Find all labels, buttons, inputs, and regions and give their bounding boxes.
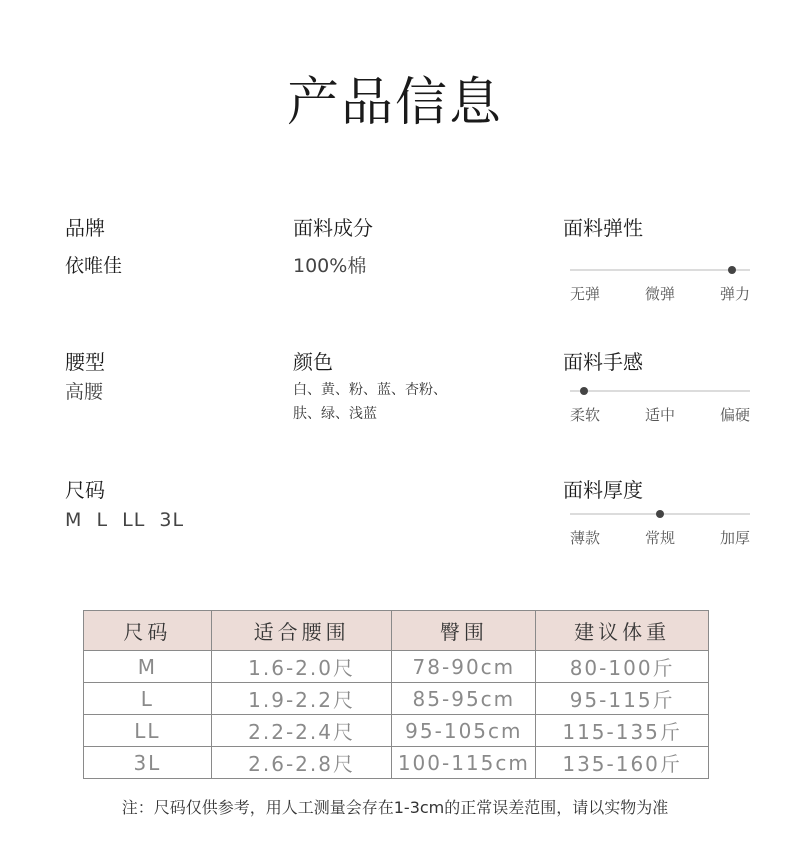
table-row xyxy=(84,715,709,747)
scale-tick: 常规 xyxy=(644,529,675,547)
elasticity-block xyxy=(563,216,643,240)
header-hip: 臀围 xyxy=(392,611,536,651)
scale-tick: 偏硬 xyxy=(719,406,750,424)
cell-weight: 95-115斤 xyxy=(536,683,709,715)
cell-size: M xyxy=(84,651,212,683)
scale-marker xyxy=(580,387,588,395)
cell-weight: 80-100斤 xyxy=(536,651,709,683)
colors-line-2: 肤、绿、浅蓝 xyxy=(293,406,377,422)
cell-weight: 135-160斤 xyxy=(536,747,709,779)
scale-line xyxy=(570,390,750,392)
thickness-label: 面料厚度 xyxy=(563,478,643,502)
fabric-label: 面料成分 xyxy=(293,216,373,240)
size-note: 注：尺码仅供参考，用人工测量会存在1-3cm的正常误差范围，请以实物为准 xyxy=(121,798,669,817)
brand-label: 品牌 xyxy=(65,216,105,240)
cell-waist: 1.9-2.2尺 xyxy=(211,683,392,715)
size-table xyxy=(83,610,709,779)
waist-block xyxy=(65,350,105,404)
cell-waist: 1.6-2.0尺 xyxy=(211,651,392,683)
feel-block xyxy=(563,350,643,374)
cell-hip: 95-105cm xyxy=(392,715,536,747)
cell-hip: 100-115cm xyxy=(392,747,536,779)
size-block xyxy=(65,478,184,532)
cell-waist: 2.2-2.4尺 xyxy=(211,715,392,747)
fabric-block xyxy=(293,216,373,278)
cell-size: 3L xyxy=(84,747,212,779)
colors-block xyxy=(293,350,447,426)
scale-tick: 适中 xyxy=(644,406,675,424)
size-value: M L LL 3L xyxy=(65,509,185,531)
cell-weight: 115-135斤 xyxy=(536,715,709,747)
scale-marker xyxy=(656,510,664,518)
cell-hip: 85-95cm xyxy=(392,683,536,715)
elasticity-label: 面料弹性 xyxy=(563,216,643,240)
thickness-block xyxy=(563,478,643,502)
table-row xyxy=(84,651,709,683)
colors-label: 颜色 xyxy=(293,350,333,374)
scale-tick: 薄款 xyxy=(570,529,601,547)
table-header-row xyxy=(84,611,709,651)
page-title: 产品信息 xyxy=(286,73,503,133)
cell-waist: 2.6-2.8尺 xyxy=(211,747,392,779)
scale-tick: 加厚 xyxy=(719,529,750,547)
waist-label: 腰型 xyxy=(65,350,105,374)
header-waist: 适合腰围 xyxy=(211,611,392,651)
cell-size: L xyxy=(84,683,212,715)
feel-label: 面料手感 xyxy=(563,350,643,374)
size-label: 尺码 xyxy=(65,478,105,502)
brand-block xyxy=(65,216,122,278)
cell-hip: 78-90cm xyxy=(392,651,536,683)
scale-line xyxy=(570,269,750,271)
table-row xyxy=(84,747,709,779)
waist-value: 高腰 xyxy=(65,381,104,403)
table-row xyxy=(84,683,709,715)
colors-line-1: 白、黄、粉、蓝、杏粉、 xyxy=(293,382,447,398)
scale-tick: 无弹 xyxy=(570,285,601,303)
header-weight: 建议体重 xyxy=(536,611,709,651)
scale-tick: 微弹 xyxy=(644,285,675,303)
brand-value: 依唯佳 xyxy=(65,255,123,277)
header-size: 尺码 xyxy=(84,611,212,651)
scale-tick: 弹力 xyxy=(719,285,750,303)
scale-tick: 柔软 xyxy=(570,406,601,424)
scale-marker xyxy=(728,266,736,274)
cell-size: LL xyxy=(84,715,212,747)
fabric-value: 100%棉 xyxy=(293,255,367,277)
